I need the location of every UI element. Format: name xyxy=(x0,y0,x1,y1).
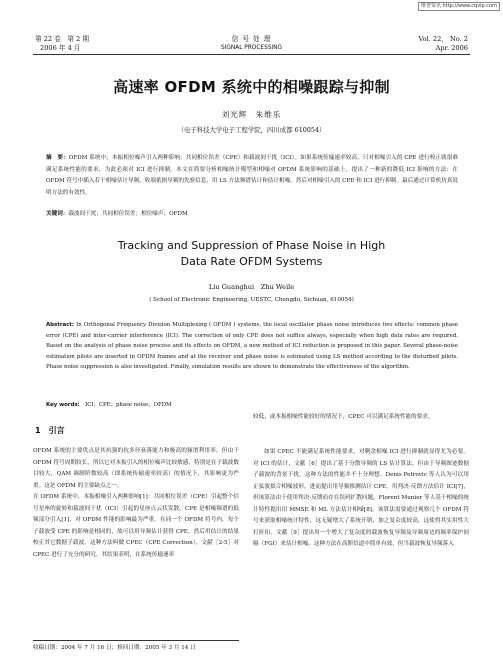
keywords-en xyxy=(46,402,458,409)
header-left-volume: 第 22 卷 第 2 期 xyxy=(35,35,89,43)
footnote-received-date: 收稿日期：2004 年 7 月 16 日；修回日期：2005 年 3 月 14 日 xyxy=(33,645,196,651)
section-1-heading: 1 引言 xyxy=(35,426,65,435)
abstract-en-label: Abstract: xyxy=(46,322,75,328)
right-column-body: 如果 CPEC 不能满足系统性能要求，对剩余相噪 ICI 进行抑制就显得尤为必要。对 ICI 的估计，文献［6］提出了基于分散导频的 LS 估计算法，但由于导频图迹数据子载波的背景干扰，这种方法的性能并不十分理想。Denis Petrovic 等人认为可以用正弦波拟合相噪波形，进而提出用导频推测估计 CPE，用判决-反馈方法估计 ICI[7]，但该算法由于使用判决-反馈而存在误码扩散问题。Florent Munier 等人基于相噪的统计特性提出用 MMSE 和 ML 方法估计相噪[8]，该算法需要通过观察几个 OFDM 符号来获取相噪统计特性，这无疑增大了系统开销，加之复杂度较高，这使得其实用性大打折扣。文献［9］提出用一个增大了复杂度的载波恢复导频及导频周边的频率保护间隔（FGI）来估计相噪，这种方法在高斯信道中简单有效，但当载波恢复导频落入 xyxy=(253,449,469,548)
right-column-body-continued: 较低，或本振相噪性能较好的情况下，CPEC 可以满足系统性能的要求。 xyxy=(253,414,434,420)
abstract-cn-text: OFDM 系统中，本振相位噪声引入两种影响：共同相位误差（CPE）和载波间干扰（ICI）。如果系统传输速率较高，只对相噪引入的 CPE 进行校正就很难满足系统性能的要求，为此必须对 ICI 进行抑制。本文在简要分析相噪统计模型和相噪对 OFDM 系统影响的基础上，提出了一种新的降低 ICI 影响的方法：在 OFDM 符号中插入若干相噪估计导频，收端依据导频的先验信息，用 LS 方法频谱估计和估计相噪，然后对相噪引入的 CPE 和 ICI 进行抑制。最后通过计算机仿真说明方法的有效性。 xyxy=(46,155,458,196)
header-rule xyxy=(33,54,470,55)
footnote-rule xyxy=(33,640,239,641)
abstract-en xyxy=(46,320,458,373)
abstract-cn-label: 摘 要： xyxy=(46,155,69,161)
abstract-en-text: In Orthogonal Frequency Division Multiplexing ( OFDM ) systems, the local oscillator phase noise introduces two effects: common phase error (CPE) and inter-carrier interference (ICI). The correction of only CPE does not suffice always, especially when high data rates are required. Based on the analysis of phase noise process and its effects on OFDM, a new method of ICI reduction is proposed in this paper. Several phase-noise estimation pilots are inserted in OFDM frames and at the receiver end phase noise is estimated using LS method according to the disturbed pilots. Phase noise suppression is also investigated. Finally, simulation results are shown to demonstrate the effectiveness of the algorithm. xyxy=(46,322,458,371)
watermark: 维普资讯 http://www.cqvip.com xyxy=(418,2,500,11)
keywords-cn-label: 关键词： xyxy=(46,211,69,217)
paper-title-cn: 高速率 OFDM 系统中的相噪跟踪与抑制 xyxy=(113,78,390,96)
header-right-volume: Vol. 22， No. 2 xyxy=(418,35,468,43)
header-right-date: Apr. 2006 xyxy=(435,44,468,52)
header-left-date: 2006 年 4 月 xyxy=(40,44,81,52)
authors-en: Liu Guanghui Zhu Weile xyxy=(208,283,295,291)
affiliation-cn: （电子科技大学电子工程学院，四川成都 610054） xyxy=(177,126,326,134)
paper-title-en-line2: Data Rate OFDM Systems xyxy=(180,255,323,268)
affiliation-en: ( School of Electronic Engineering, UESTC, Chengdu, Sichuan, 610054) xyxy=(149,297,354,303)
authors-cn: 刘光辉 朱维乐 xyxy=(221,110,282,119)
abstract-cn xyxy=(46,153,458,199)
keywords-cn xyxy=(46,211,458,218)
keywords-cn-text: 载波间干扰；共同相位误差；相位噪声；OFDM xyxy=(68,211,188,217)
keywords-en-text: ICI；CPE；phase noise；OFDM xyxy=(85,402,172,408)
header-journal-cn: 信 号 处 理 xyxy=(231,35,272,43)
left-column-body: OFDM 系统的主要优点是其抗强的抗多径衰落能力和极高的频谱利用率。但由于 OFDM 符号周期较长，所以它对本振引入的相位噪声比较敏感，特别是在子载波数目较大，QAM 调制阶数较高（即系统传输速率较高）的情况下，其影响更为严重。这是 OFDM 的主要缺点之一。 在 OFDM 系统中，本振相噪引入两种影响[1]：共同相位误差（CPE）引起整个信号星座的旋转和载波间干扰（ICI）引起的星座点云状发散。CPE 是相噪频谱的低频部分引入[1]，对 OFDM 性能的影响最为严重。在同一个 OFDM 符号内，每个子载波受 CPE 的影响是相同的，故可以用导频估计获得 CPE，然后用估计的结果校正其它数据子载波。这种方法叫做 CPEC（CPE Correction），文献［2-5］对 CPEC 进行了充分的研究。其结果表明，在系统传输速率 xyxy=(33,448,239,558)
header-journal-en: SIGNAL PROCESSING xyxy=(221,45,282,51)
paper-title-en-line1: Tracking and Suppression of Phase Noise in High xyxy=(117,239,386,252)
keywords-en-label: Key words: xyxy=(46,402,80,408)
